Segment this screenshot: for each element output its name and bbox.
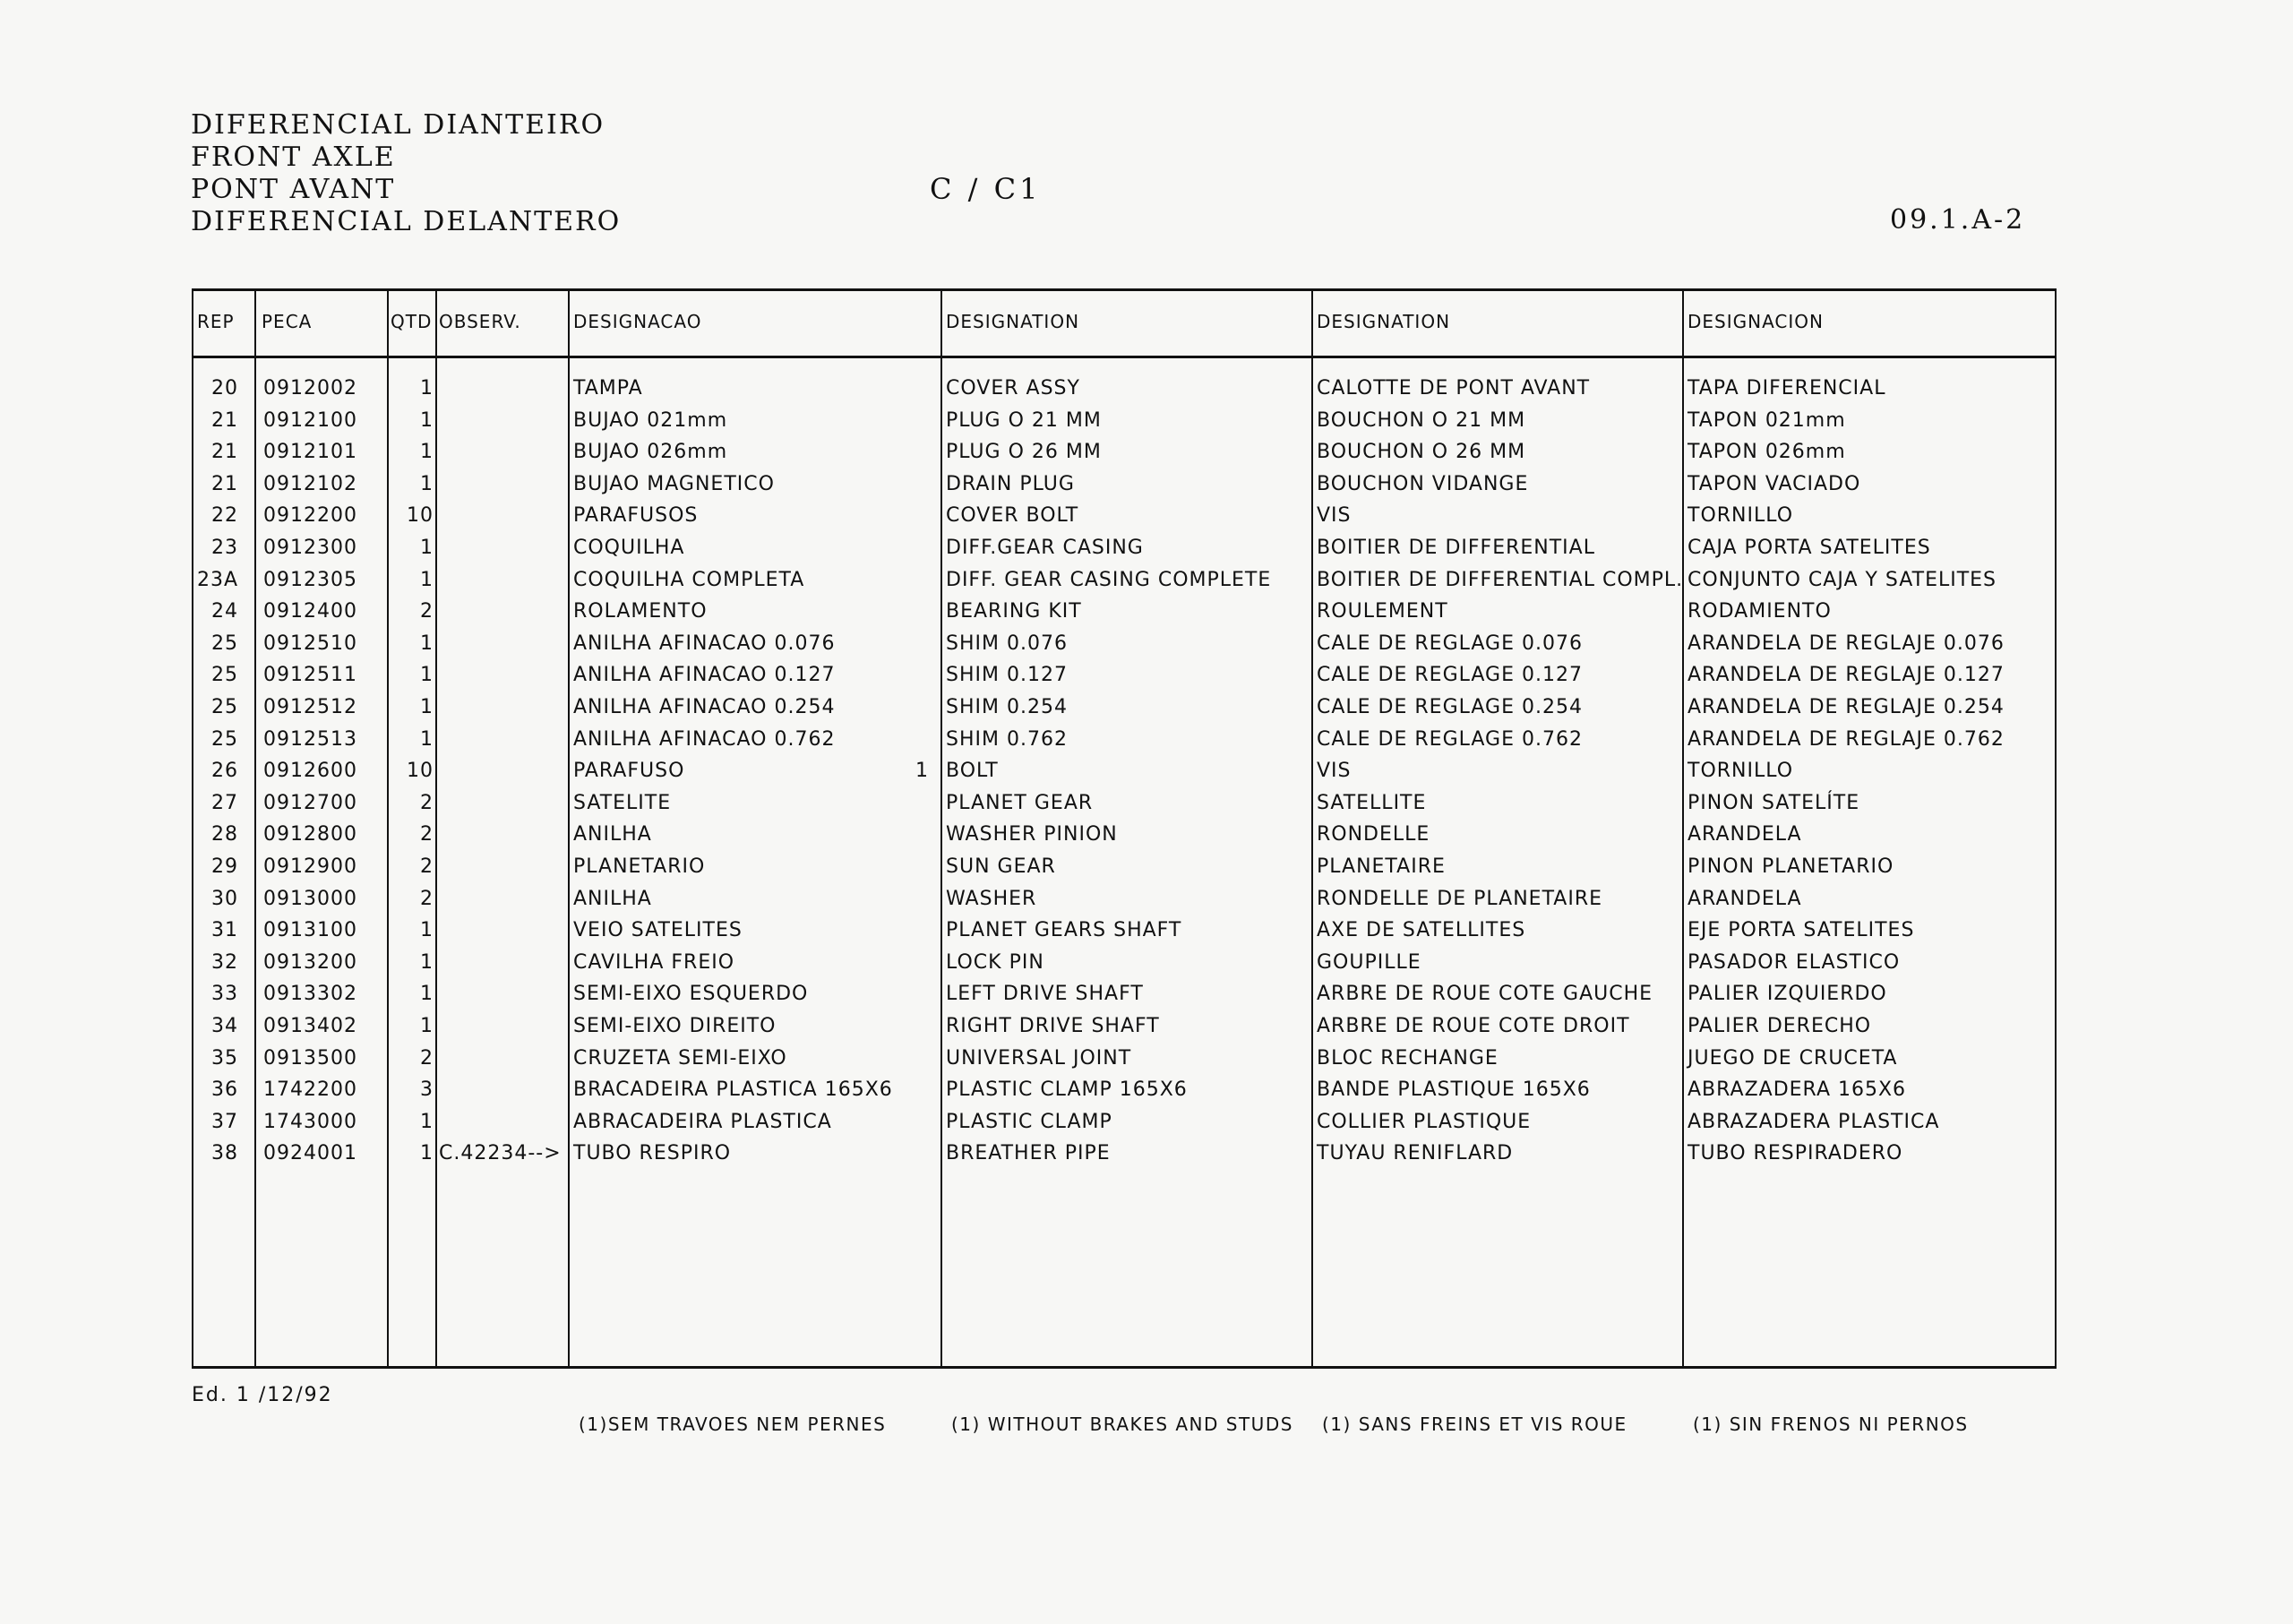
row-rep: 23A xyxy=(196,568,238,591)
row-designacao: PARAFUSO xyxy=(573,760,685,783)
row-rep: 36 xyxy=(211,1078,238,1102)
row-designation-fr: RONDELLE xyxy=(1317,823,1430,846)
row-designacion: ARANDELA DE REGLAJE 0.254 xyxy=(1688,696,2005,718)
row-designacion: PASADOR ELASTICO xyxy=(1688,950,1901,974)
row-designation-en: PLANET GEAR xyxy=(946,791,1094,814)
row-designacion: TAPA DIFERENCIAL xyxy=(1688,377,1886,400)
row-designation-en: LEFT DRIVE SHAFT xyxy=(946,983,1144,1006)
row-designation-fr: BOITIER DE DIFFERENTIAL xyxy=(1317,537,1595,559)
row-designacao: VEIO SATELITES xyxy=(573,919,743,942)
row-designacao: ROLAMENTO xyxy=(573,600,708,623)
row-designation-en: SHIM 0.254 xyxy=(946,696,1068,718)
row-designacion: PINON SATELÍTE xyxy=(1688,791,1860,814)
page-code: 09.1.A-2 xyxy=(1890,204,2026,236)
table-row xyxy=(192,692,2057,725)
row-designation-en: PLUG O 21 MM xyxy=(946,408,1102,432)
row-designacion: PALIER DERECHO xyxy=(1688,1015,1872,1037)
header-rule xyxy=(192,356,2057,358)
row-designation-en: WASHER PINION xyxy=(946,823,1118,846)
title-english: FRONT AXLE xyxy=(191,142,396,173)
row-designation-en: COVER ASSY xyxy=(946,377,1080,400)
row-designacion: CONJUNTO CAJA Y SATELITES xyxy=(1688,568,1997,591)
row-rep: 37 xyxy=(211,1110,238,1133)
row-designacion: EJE PORTA SATELITES xyxy=(1688,919,1915,942)
row-qty: 2 xyxy=(420,600,434,623)
row-rep: 25 xyxy=(211,664,238,687)
row-designacion: ARANDELA DE REGLAJE 0.762 xyxy=(1688,727,2005,751)
row-designation-en: BOLT xyxy=(946,760,999,783)
row-rep: 29 xyxy=(211,855,238,878)
row-designacao: ANILHA AFINACAO 0.762 xyxy=(573,727,836,751)
row-designation-en: PLASTIC CLAMP xyxy=(946,1110,1112,1133)
row-designacion: CAJA PORTA SATELITES xyxy=(1688,537,1931,559)
row-designation-fr: GOUPILLE xyxy=(1317,950,1421,974)
row-qty: 2 xyxy=(420,791,434,814)
row-qty: 3 xyxy=(420,1078,434,1102)
row-qty: 1 xyxy=(420,664,434,687)
footnote-portuguese: (1)SEM TRAVOES NEM PERNES xyxy=(579,1413,887,1435)
table-row xyxy=(192,915,2057,948)
row-designation-fr: TUYAU RENIFLARD xyxy=(1317,1142,1514,1165)
row-designation-fr: SATELLITE xyxy=(1317,791,1427,814)
row-designation-en: SHIM 0.762 xyxy=(946,727,1068,751)
row-qty: 1 xyxy=(420,377,434,400)
row-rep: 25 xyxy=(211,696,238,718)
model-code: C / C1 xyxy=(930,172,1042,206)
row-designacion: TORNILLO xyxy=(1688,504,1794,528)
row-designacion: RODAMIENTO xyxy=(1688,600,1832,623)
row-rep: 38 xyxy=(211,1142,238,1165)
table-row xyxy=(192,820,2057,852)
row-designacao: ANILHA AFINACAO 0.254 xyxy=(573,696,836,718)
table-row xyxy=(192,725,2057,757)
table-row xyxy=(192,948,2057,980)
table-row xyxy=(192,1139,2057,1171)
row-part-number: 0913100 xyxy=(263,919,357,942)
row-part-number: 0913500 xyxy=(263,1046,357,1070)
edition-date: Ed. 1 /12/92 xyxy=(192,1384,333,1406)
row-designation-en: PLUG O 26 MM xyxy=(946,441,1102,464)
row-designation-en: PLANET GEARS SHAFT xyxy=(946,919,1182,942)
row-designacao: ANILHA AFINACAO 0.127 xyxy=(573,664,836,687)
column-header-designation-en: DESIGNATION xyxy=(946,311,1080,332)
row-qty: 1 xyxy=(420,1015,434,1037)
row-rep: 32 xyxy=(211,950,238,974)
row-part-number: 0913000 xyxy=(263,887,357,910)
row-designation-en: DIFF. GEAR CASING COMPLETE xyxy=(946,568,1272,591)
column-header-part: PECA xyxy=(262,311,313,332)
row-designacion: ARANDELA xyxy=(1688,823,1802,846)
row-part-number: 0912511 xyxy=(263,664,357,687)
row-designacao: CRUZETA SEMI-EIXO xyxy=(573,1046,787,1070)
row-qty: 1 xyxy=(420,632,434,655)
row-rep: 26 xyxy=(211,760,238,783)
row-part-number: 0913200 xyxy=(263,950,357,974)
row-part-number: 0913302 xyxy=(263,983,357,1006)
row-rep: 35 xyxy=(211,1046,238,1070)
row-qty: 10 xyxy=(407,760,434,783)
table-row xyxy=(192,788,2057,821)
row-part-number: 0912102 xyxy=(263,472,357,495)
row-qty: 1 xyxy=(420,696,434,718)
row-designacao: BUJAO 021mm xyxy=(573,408,728,432)
row-designation-fr: VIS xyxy=(1317,760,1352,783)
row-rep: 27 xyxy=(211,791,238,814)
row-qty: 2 xyxy=(420,887,434,910)
row-designation-en: DIFF.GEAR CASING xyxy=(946,537,1144,559)
row-designation-fr: PLANETAIRE xyxy=(1317,855,1446,878)
row-designacion: TAPON VACIADO xyxy=(1688,472,1861,495)
table-row xyxy=(192,1107,2057,1139)
title-portuguese: DIFERENCIAL DIANTEIRO xyxy=(191,109,605,141)
table-row xyxy=(192,597,2057,629)
table-row xyxy=(192,406,2057,438)
table-row xyxy=(192,756,2057,788)
table-row xyxy=(192,469,2057,502)
row-part-number: 0924001 xyxy=(263,1142,357,1165)
row-rep: 22 xyxy=(211,504,238,528)
table-row xyxy=(192,852,2057,884)
row-qty: 1 xyxy=(420,568,434,591)
row-designation-fr: CALOTTE DE PONT AVANT xyxy=(1317,377,1591,400)
row-part-number: 1742200 xyxy=(263,1078,357,1102)
row-rep: 34 xyxy=(211,1015,238,1037)
row-designation-fr: VIS xyxy=(1317,504,1352,528)
row-qty: 1 xyxy=(420,441,434,464)
row-designacion: TAPON 026mm xyxy=(1688,441,1846,464)
title-french: PONT AVANT xyxy=(191,174,396,205)
row-designation-en: RIGHT DRIVE SHAFT xyxy=(946,1015,1160,1037)
table-row xyxy=(192,374,2057,406)
row-designacao: PLANETARIO xyxy=(573,855,706,878)
table-row xyxy=(192,501,2057,533)
row-designacion: TUBO RESPIRADERO xyxy=(1688,1142,1903,1165)
row-part-number: 0912400 xyxy=(263,600,357,623)
row-part-number: 0912512 xyxy=(263,696,357,718)
row-designacion: PALIER IZQUIERDO xyxy=(1688,983,1887,1006)
row-designation-en: SHIM 0.127 xyxy=(946,664,1068,687)
row-designation-fr: ROULEMENT xyxy=(1317,600,1448,623)
table-row xyxy=(192,660,2057,692)
row-rep: 21 xyxy=(211,441,238,464)
row-designacao: BRACADEIRA PLASTICA 165X6 xyxy=(573,1078,893,1102)
row-designation-fr: BANDE PLASTIQUE 165X6 xyxy=(1317,1078,1591,1102)
row-designation-en: COVER BOLT xyxy=(946,504,1079,528)
row-designacao: ANILHA AFINACAO 0.076 xyxy=(573,632,836,655)
row-qty: 2 xyxy=(420,823,434,846)
row-rep: 30 xyxy=(211,887,238,910)
row-designacao: CAVILHA FREIO xyxy=(573,950,735,974)
table-row xyxy=(192,1044,2057,1076)
row-part-number: 0912200 xyxy=(263,504,357,528)
row-designation-fr: BOUCHON O 26 MM xyxy=(1317,441,1526,464)
row-qty: 1 xyxy=(420,537,434,559)
column-header-rep: REP xyxy=(197,311,235,332)
row-part-number: 0912300 xyxy=(263,537,357,559)
row-designation-fr: ARBRE DE ROUE COTE DROIT xyxy=(1317,1015,1630,1037)
footnote-french: (1) SANS FREINS ET VIS ROUE xyxy=(1322,1413,1627,1435)
bolt-marker: 1 xyxy=(915,760,929,783)
row-designation-fr: CALE DE REGLAGE 0.762 xyxy=(1317,727,1583,751)
row-designacao: SEMI-EIXO DIREITO xyxy=(573,1015,777,1037)
row-designation-fr: RONDELLE DE PLANETAIRE xyxy=(1317,887,1603,910)
row-designacao: SATELITE xyxy=(573,791,672,814)
row-designation-fr: BLOC RECHANGE xyxy=(1317,1046,1499,1070)
column-header-qty: QTD xyxy=(391,311,433,332)
row-part-number: 0912101 xyxy=(263,441,357,464)
row-qty: 1 xyxy=(420,1142,434,1165)
row-designacion: ARANDELA DE REGLAJE 0.127 xyxy=(1688,664,2005,687)
row-designation-en: UNIVERSAL JOINT xyxy=(946,1046,1132,1070)
row-designation-en: PLASTIC CLAMP 165X6 xyxy=(946,1078,1188,1102)
row-designacao: BUJAO MAGNETICO xyxy=(573,472,775,495)
column-header-designacao: DESIGNACAO xyxy=(573,311,702,332)
table-row xyxy=(192,1075,2057,1107)
row-designacao: ABRACADEIRA PLASTICA xyxy=(573,1110,832,1133)
row-designacao: SEMI-EIXO ESQUERDO xyxy=(573,983,809,1006)
footnote-english: (1) WITHOUT BRAKES AND STUDS xyxy=(951,1413,1293,1435)
row-designacion: ABRAZADERA PLASTICA xyxy=(1688,1110,1940,1133)
row-designacao: TAMPA xyxy=(573,377,643,400)
table-row xyxy=(192,884,2057,916)
section-title-block xyxy=(191,109,621,238)
row-qty: 1 xyxy=(420,727,434,751)
row-part-number: 0912600 xyxy=(263,760,357,783)
row-designation-fr: AXE DE SATELLITES xyxy=(1317,919,1526,942)
row-qty: 1 xyxy=(420,1110,434,1133)
row-part-number: 0912002 xyxy=(263,377,357,400)
row-designacion: TORNILLO xyxy=(1688,760,1794,783)
table-row xyxy=(192,533,2057,565)
column-header-observ: OBSERV. xyxy=(439,311,521,332)
row-part-number: 0912900 xyxy=(263,855,357,878)
parts-table xyxy=(192,288,2057,1369)
footnote-spanish: (1) SIN FRENOS NI PERNOS xyxy=(1693,1413,1969,1435)
row-designacion: JUEGO DE CRUCETA xyxy=(1688,1046,1898,1070)
row-part-number: 0912800 xyxy=(263,823,357,846)
title-spanish: DIFERENCIAL DELANTERO xyxy=(191,206,622,237)
table-row xyxy=(192,979,2057,1011)
row-part-number: 0912513 xyxy=(263,727,357,751)
row-designation-fr: BOUCHON VIDANGE xyxy=(1317,472,1529,495)
row-rep: 21 xyxy=(211,408,238,432)
row-designation-fr: COLLIER PLASTIQUE xyxy=(1317,1110,1532,1133)
column-header-designacion: DESIGNACION xyxy=(1688,311,1824,332)
row-qty: 10 xyxy=(407,504,434,528)
row-designation-fr: CALE DE REGLAGE 0.076 xyxy=(1317,632,1583,655)
row-designacao: COQUILHA COMPLETA xyxy=(573,568,805,591)
row-designacion: ARANDELA DE REGLAJE 0.076 xyxy=(1688,632,2005,655)
table-row xyxy=(192,565,2057,597)
row-qty: 1 xyxy=(420,950,434,974)
row-rep: 21 xyxy=(211,472,238,495)
row-part-number: 0912100 xyxy=(263,408,357,432)
row-designacao: BUJAO 026mm xyxy=(573,441,728,464)
row-observ: C.42234--> xyxy=(439,1142,562,1165)
row-part-number: 0912510 xyxy=(263,632,357,655)
column-header-designation-fr: DESIGNATION xyxy=(1317,311,1451,332)
row-qty: 1 xyxy=(420,472,434,495)
row-designacao: PARAFUSOS xyxy=(573,504,699,528)
table-row xyxy=(192,629,2057,661)
row-designacao: TUBO RESPIRO xyxy=(573,1142,732,1165)
row-designation-fr: BOITIER DE DIFFERENTIAL COMPL. xyxy=(1317,568,1684,591)
row-rep: 28 xyxy=(211,823,238,846)
row-rep: 23 xyxy=(211,537,238,559)
row-designation-en: WASHER xyxy=(946,887,1037,910)
row-rep: 33 xyxy=(211,983,238,1006)
row-designation-en: DRAIN PLUG xyxy=(946,472,1075,495)
row-designation-fr: CALE DE REGLAGE 0.254 xyxy=(1317,696,1583,718)
row-qty: 2 xyxy=(420,855,434,878)
row-part-number: 0912305 xyxy=(263,568,357,591)
row-part-number: 0912700 xyxy=(263,791,357,814)
row-designacion: ARANDELA xyxy=(1688,887,1802,910)
row-designation-en: BREATHER PIPE xyxy=(946,1142,1111,1165)
row-rep: 25 xyxy=(211,632,238,655)
row-qty: 1 xyxy=(420,408,434,432)
row-part-number: 0913402 xyxy=(263,1015,357,1037)
row-designacao: ANILHA xyxy=(573,887,652,910)
row-designation-en: LOCK PIN xyxy=(946,950,1044,974)
row-designacion: PINON PLANETARIO xyxy=(1688,855,1894,878)
row-designation-fr: BOUCHON O 21 MM xyxy=(1317,408,1526,432)
row-designation-fr: CALE DE REGLAGE 0.127 xyxy=(1317,664,1583,687)
table-row xyxy=(192,437,2057,469)
row-designation-en: BEARING KIT xyxy=(946,600,1082,623)
row-qty: 1 xyxy=(420,983,434,1006)
row-part-number: 1743000 xyxy=(263,1110,357,1133)
row-designation-en: SHIM 0.076 xyxy=(946,632,1068,655)
row-rep: 25 xyxy=(211,727,238,751)
row-designacion: ABRAZADERA 165X6 xyxy=(1688,1078,1907,1102)
row-designacao: ANILHA xyxy=(573,823,652,846)
row-rep: 20 xyxy=(211,377,238,400)
row-rep: 24 xyxy=(211,600,238,623)
row-qty: 2 xyxy=(420,1046,434,1070)
row-designacao: COQUILHA xyxy=(573,537,685,559)
row-designacion: TAPON 021mm xyxy=(1688,408,1846,432)
row-rep: 31 xyxy=(211,919,238,942)
row-designation-fr: ARBRE DE ROUE COTE GAUCHE xyxy=(1317,983,1653,1006)
row-designation-en: SUN GEAR xyxy=(946,855,1056,878)
row-qty: 1 xyxy=(420,919,434,942)
table-row xyxy=(192,1011,2057,1044)
